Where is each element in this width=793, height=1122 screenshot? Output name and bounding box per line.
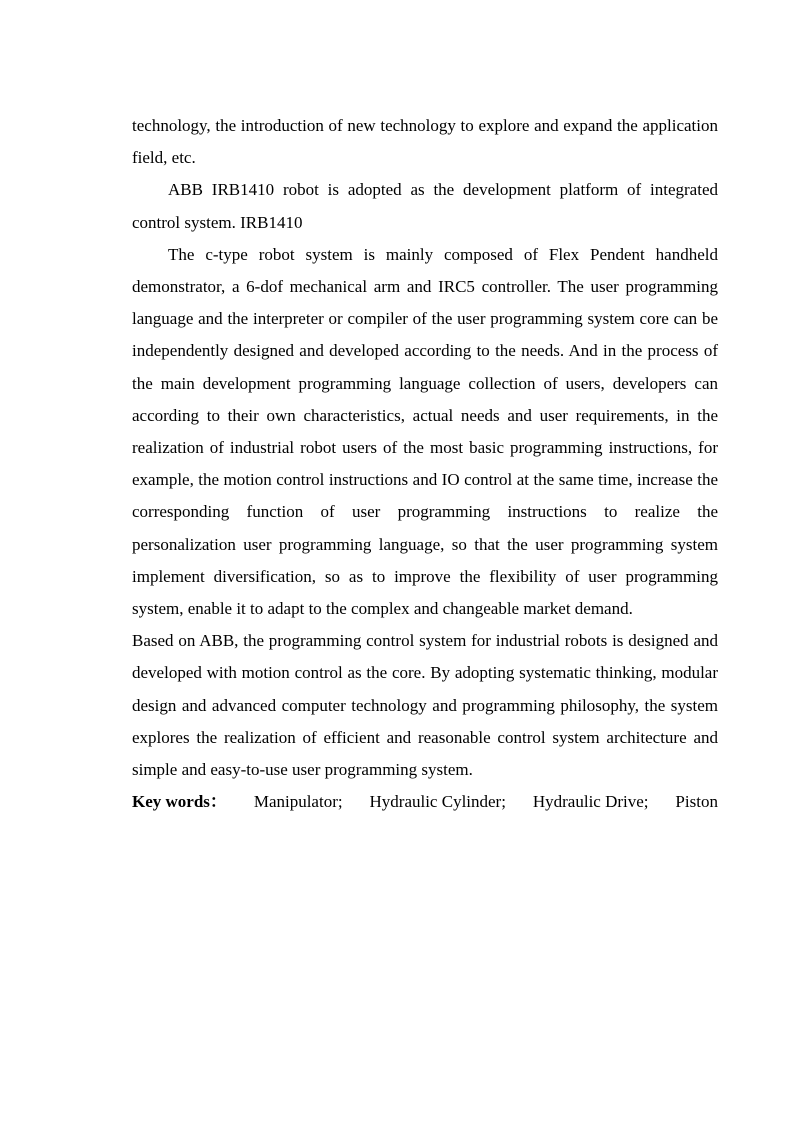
keyword-item: Manipulator;	[253, 792, 343, 812]
paragraph-design-summary: Based on ABB, the programming control system for industrial robots is designed and developed with motion control as the core. By adopting systematic thinking, modular design and advanced computer technology and programming philosophy, the system explores the realization of efficient and reasonable control system architecture and simple and easy-to-use user programming system.	[132, 631, 718, 780]
abstract-body	[132, 110, 718, 818]
keyword-item: Hydraulic Cylinder;	[369, 792, 506, 812]
keywords-label: Key words：	[132, 792, 227, 812]
keyword-item: Piston	[675, 792, 718, 812]
keywords-line	[132, 786, 718, 818]
keyword-item: Hydraulic Drive;	[532, 792, 649, 812]
paragraph-continuation: technology, the introduction of new technology to explore and expand the application field, etc.	[132, 116, 718, 168]
paragraph-system-composition: The c-type robot system is mainly composed of Flex Pendent handheld demonstrator, a 6-dof mechanical arm and IRC5 controller. The user programming language and the interpreter or compiler of the user programming system core can be independently designed and developed according to the needs. And in the process of the main development programming language collection of users, developers can according to their own characteristics, actual needs and user requirements, in the realization of industrial robot users of the most basic programming instructions, for example, the motion control instructions and IO control at the same time, increase the corresponding function of user programming instructions to realize the personalization user programming language, so that the user programming system implement diversification, so as to improve the flexibility of user programming system, enable it to adapt to the complex and changeable market demand.	[132, 244, 718, 619]
paragraph-platform: ABB IRB1410 robot is adopted as the development platform of integrated control system. IRB1410	[132, 180, 718, 232]
